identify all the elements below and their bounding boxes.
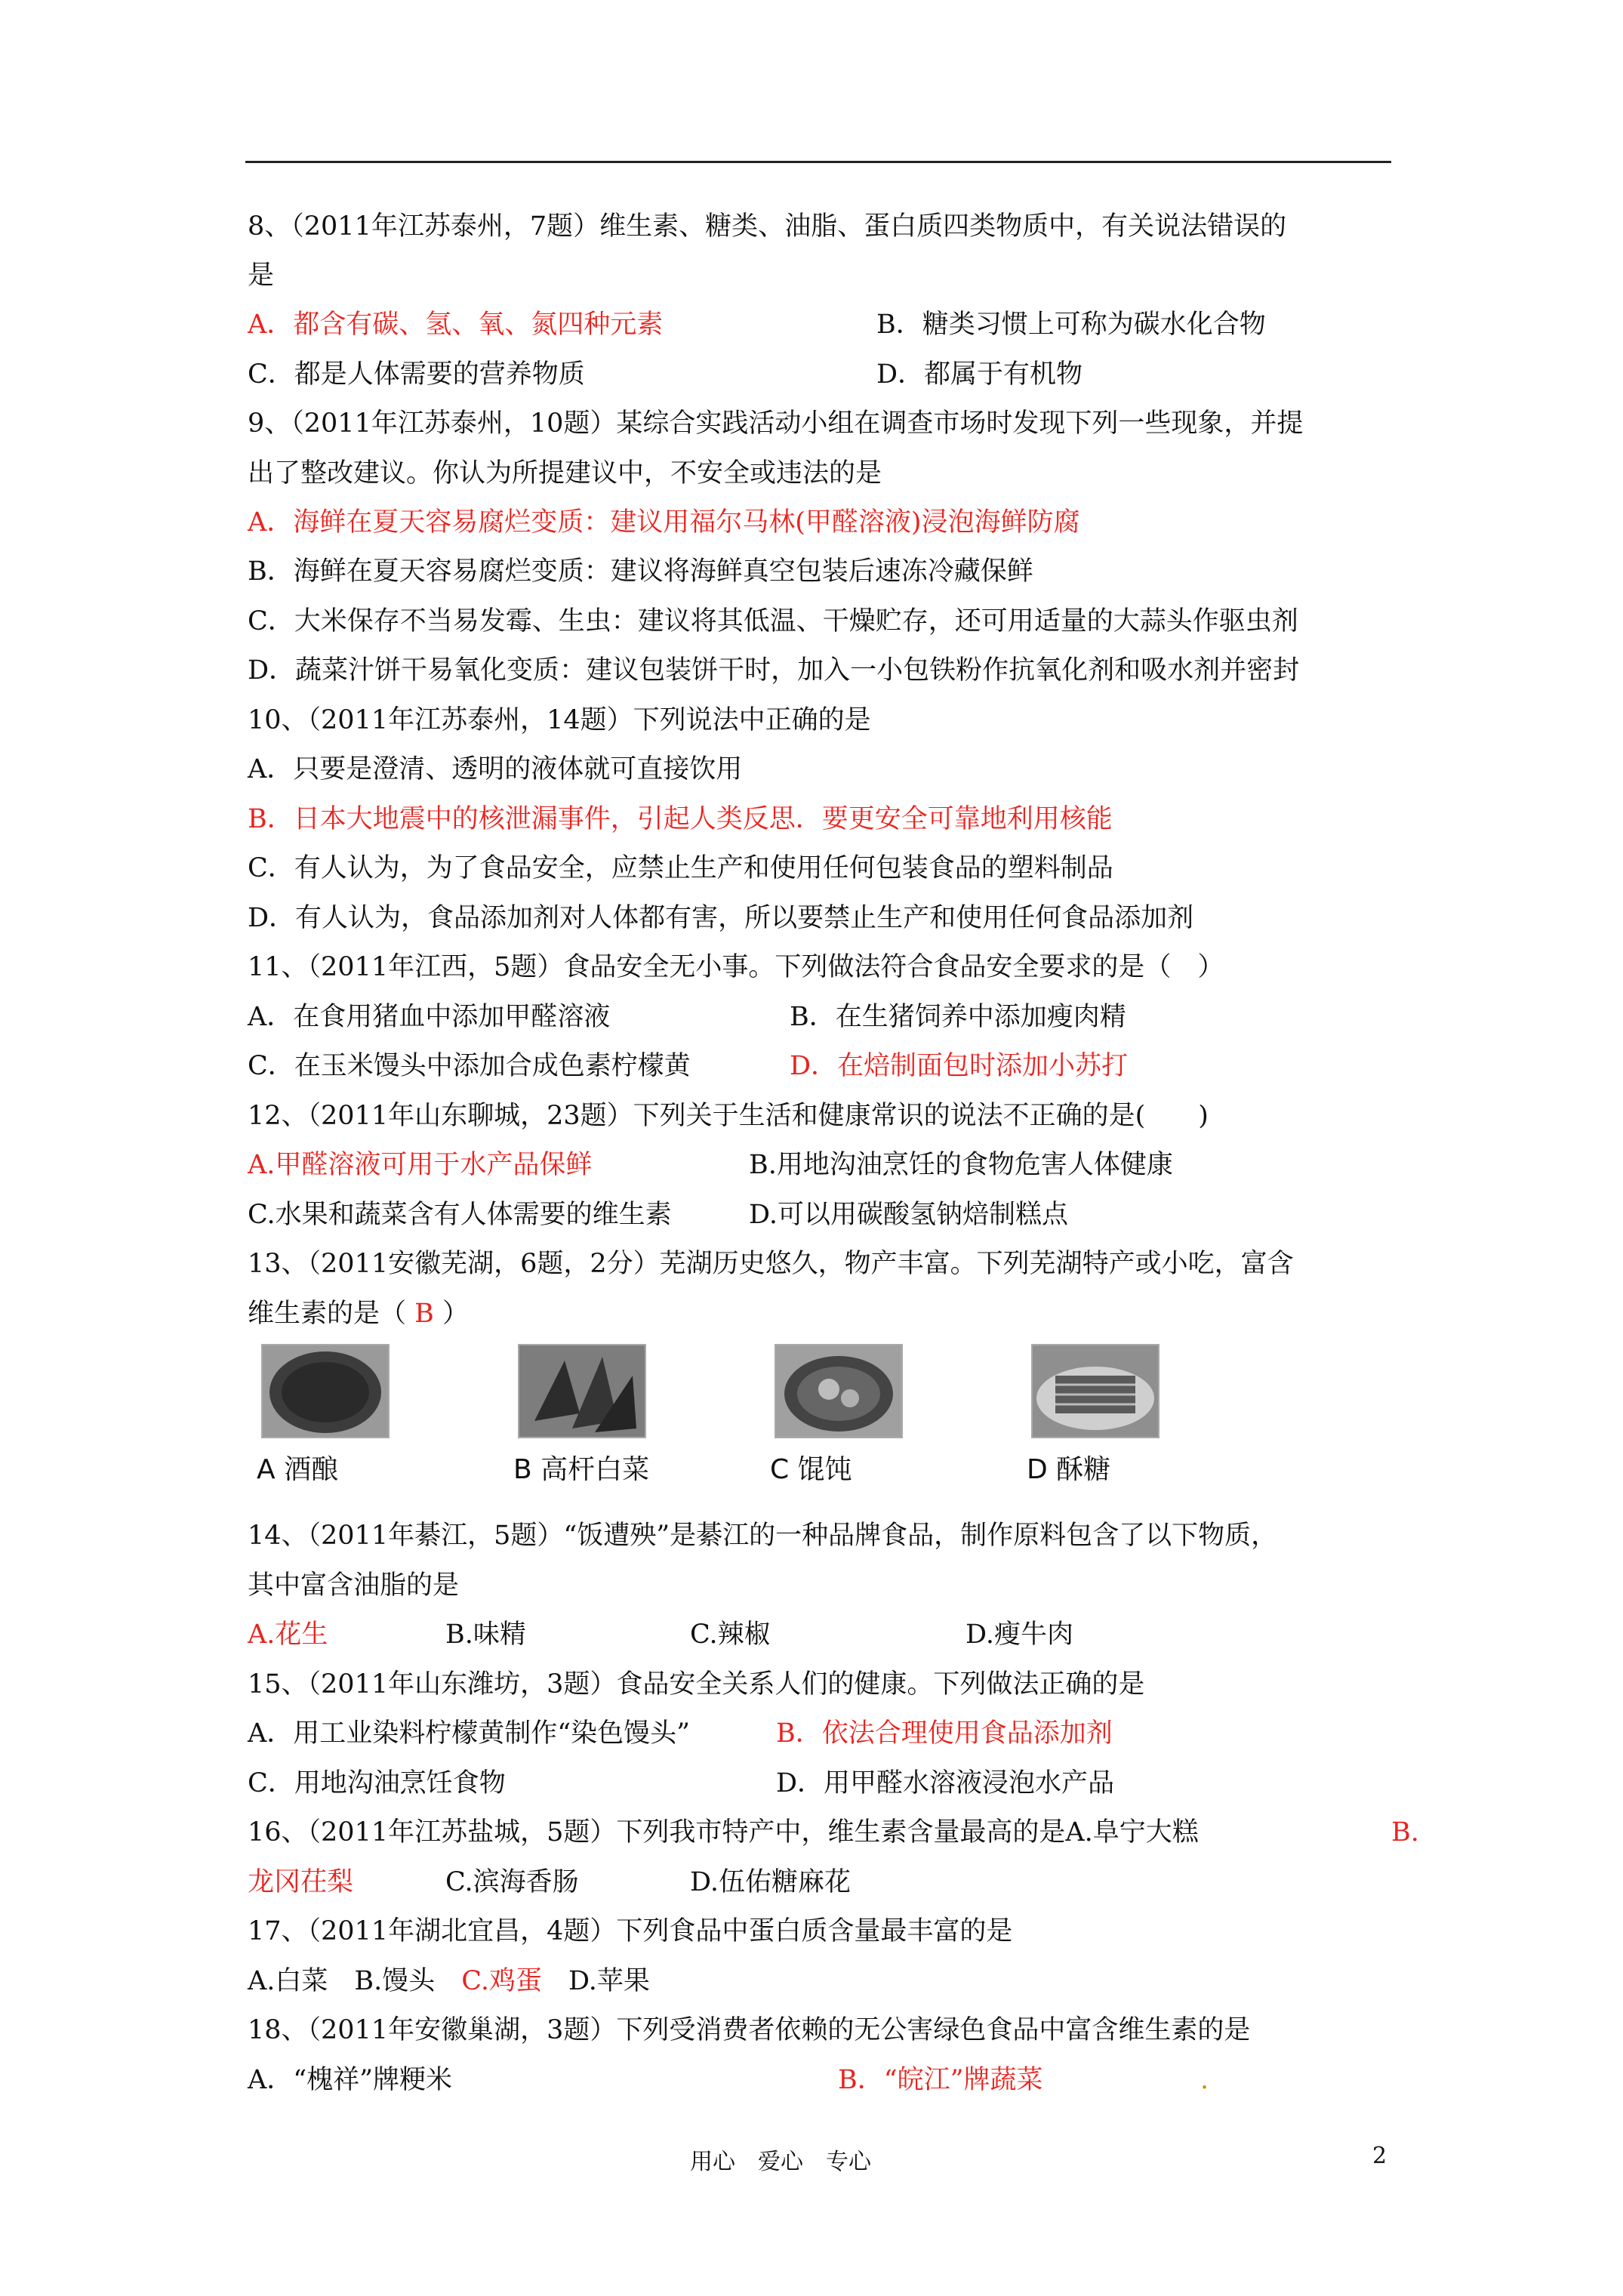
q8-option-d: D．都属于有机物 bbox=[876, 359, 1083, 390]
q16-option-d: D.伍佑糖麻花 bbox=[690, 1867, 851, 1897]
header-rule bbox=[245, 161, 1391, 163]
q15-option-b: B．依法合理使用食品添加剂 bbox=[776, 1718, 1113, 1749]
q17-option-b: B.馒头 bbox=[354, 1966, 436, 1996]
q16-option-c: C.滨海香肠 bbox=[445, 1867, 579, 1897]
q9-option-c: C．大米保存不当易发霉、生虫：建议将其低温、干燥贮存，还可用适量的大蒜头作驱虫剂 bbox=[248, 606, 1298, 636]
q18-option-a: A．“槐祥”牌粳米 bbox=[248, 2065, 453, 2095]
q13-picture-c bbox=[761, 1344, 912, 1487]
q8-option-b: B．糖类习惯上可称为碳水化合物 bbox=[876, 310, 1266, 340]
q18-trailing-dot: . bbox=[1200, 2065, 1209, 2095]
q14-option-c: C.辣椒 bbox=[690, 1620, 771, 1650]
q15-stem: 15、（2011年山东潍坊，3题）食品安全关系人们的健康。下列做法正确的是 bbox=[248, 1669, 1145, 1700]
q13-caption-c: C 馄饨 bbox=[770, 1454, 852, 1485]
sutang-photo bbox=[1031, 1344, 1160, 1438]
q17-stem: 17、（2011年湖北宜昌，4题）下列食品中蛋白质含量最丰富的是 bbox=[248, 1916, 1013, 1946]
q17-option-a: A.白菜 bbox=[248, 1966, 328, 1996]
q13-stem-suffix: ） bbox=[442, 1299, 470, 1329]
q9-option-b: B．海鲜在夏天容易腐烂变质：建议将海鲜真空包装后速冻冷藏保鲜 bbox=[248, 556, 1033, 587]
q11-option-b: B．在生猪饲养中添加瘦肉精 bbox=[790, 1002, 1126, 1032]
q17-options-line bbox=[248, 1965, 650, 1998]
q8-option-c: C．都是人体需要的营养物质 bbox=[248, 359, 585, 390]
jiuniang-photo bbox=[261, 1344, 390, 1438]
q11-option-a: A．在食用猪血中添加甲醛溶液 bbox=[248, 1002, 611, 1032]
cabbage-photo bbox=[518, 1344, 646, 1438]
q9-option-a: A．海鲜在夏天容易腐烂变质：建议用福尔马林(甲醛溶液)浸泡海鲜防腐 bbox=[248, 507, 1080, 538]
q10-stem: 10、（2011年江苏泰州，14题）下列说法中正确的是 bbox=[248, 705, 871, 735]
q17-option-d: D.苹果 bbox=[568, 1966, 650, 1996]
q10-option-c: C．有人认为，为了食品安全，应禁止生产和使用任何包装食品的塑料制品 bbox=[248, 853, 1113, 883]
q12-option-c: C.水果和蔬菜含有人体需要的维生素 bbox=[248, 1200, 672, 1230]
q18-option-b: B．“皖江”牌蔬菜 bbox=[838, 2065, 1043, 2095]
footer-motto: 用心 爱心 专心 bbox=[690, 2149, 871, 2175]
q16-option-b-letter: B. bbox=[1391, 1817, 1419, 1848]
q12-option-a: A.甲醛溶液可用于水产品保鲜 bbox=[248, 1150, 593, 1180]
q12-option-d: D.可以用碳酸氢钠焙制糕点 bbox=[749, 1200, 1068, 1230]
q11-stem: 11、（2011年江西，5题）食品安全无小事。下列做法符合食品安全要求的是（ ） bbox=[248, 952, 1224, 982]
q10-option-d: D．有人认为，食品添加剂对人体都有害，所以要禁止生产和使用任何食品添加剂 bbox=[248, 903, 1194, 933]
q13-picture-options bbox=[248, 1344, 1229, 1487]
q9-stem-line2: 出了整改建议。你认为所提建议中，不安全或违法的是 bbox=[248, 458, 882, 488]
q13-stem-line1: 13、（2011安徽芜湖，6题，2分）芜湖历史悠久，物产丰富。下列芜湖特产或小吃，富含 bbox=[248, 1249, 1294, 1279]
q13-caption-b: B 高杆白菜 bbox=[513, 1454, 650, 1485]
q11-option-d: D．在焙制面包时添加小苏打 bbox=[790, 1051, 1129, 1081]
q8-stem-line1: 8、（2011年江苏泰州，7题）维生素、糖类、油脂、蛋白质四类物质中，有关说法错误的 bbox=[248, 211, 1287, 242]
q13-stem-prefix: 维生素的是（ bbox=[248, 1299, 407, 1329]
q16-option-b: 龙冈茌梨 bbox=[248, 1867, 354, 1897]
q10-option-a: A．只要是澄清、透明的液体就可直接饮用 bbox=[248, 754, 743, 784]
q15-option-a: A．用工业染料柠檬黄制作“染色馒头” bbox=[248, 1718, 691, 1749]
q12-option-b: B.用地沟油烹饪的食物危害人体健康 bbox=[749, 1150, 1173, 1180]
q8-stem-line2: 是 bbox=[248, 260, 275, 291]
q14-option-a: A.花生 bbox=[248, 1620, 328, 1650]
q17-option-c: C.鸡蛋 bbox=[461, 1966, 542, 1996]
q10-option-b: B．日本大地震中的核泄漏事件，引起人类反思．要更安全可靠地利用核能 bbox=[248, 804, 1113, 834]
q14-stem-line2: 其中富含油脂的是 bbox=[248, 1570, 460, 1601]
q13-picture-b bbox=[504, 1344, 655, 1487]
q13-picture-d bbox=[1018, 1344, 1169, 1487]
q11-option-c: C．在玉米馒头中添加合成色素柠檬黄 bbox=[248, 1051, 691, 1081]
q18-stem: 18、（2011年安徽巢湖，3题）下列受消费者依赖的无公害绿色食品中富含维生素的是 bbox=[248, 2015, 1251, 2045]
q13-caption-d: D 酥糖 bbox=[1027, 1454, 1111, 1485]
q14-option-b: B.味精 bbox=[445, 1620, 526, 1650]
q14-stem-line1: 14、（2011年綦江，5题）“饭遭殃”是綦江的一种品牌食品，制作原料包含了以下物质， bbox=[248, 1521, 1278, 1551]
q15-option-d: D．用甲醛水溶液浸泡水产品 bbox=[776, 1768, 1115, 1798]
q8-option-a: A．都含有碳、氢、氧、氮四种元素 bbox=[248, 310, 664, 340]
q9-stem-line1: 9、（2011年江苏泰州，10题）某综合实践活动小组在调查市场时发现下列一些现象，并提 bbox=[248, 408, 1304, 439]
page-number: 2 bbox=[1372, 2143, 1387, 2169]
q13-picture-a bbox=[248, 1344, 399, 1487]
q14-option-d: D.瘦牛肉 bbox=[965, 1620, 1073, 1650]
q16-stem: 16、（2011年江苏盐城，5题）下列我市特产中，维生素含量最高的是A.阜宁大糕 bbox=[248, 1817, 1199, 1848]
q13-answer: B bbox=[414, 1299, 434, 1329]
q13-caption-a: A 酒酿 bbox=[257, 1454, 339, 1485]
wonton-photo bbox=[775, 1344, 903, 1438]
q12-stem: 12、（2011年山东聊城，23题）下列关于生活和健康常识的说法不正确的是( ) bbox=[248, 1101, 1209, 1131]
q13-stem-line2 bbox=[248, 1297, 469, 1330]
q15-option-c: C．用地沟油烹饪食物 bbox=[248, 1768, 506, 1798]
q9-option-d: D．蔬菜汁饼干易氧化变质：建议包装饼干时，加入一小包铁粉作抗氧化剂和吸水剂并密封 bbox=[248, 655, 1300, 686]
